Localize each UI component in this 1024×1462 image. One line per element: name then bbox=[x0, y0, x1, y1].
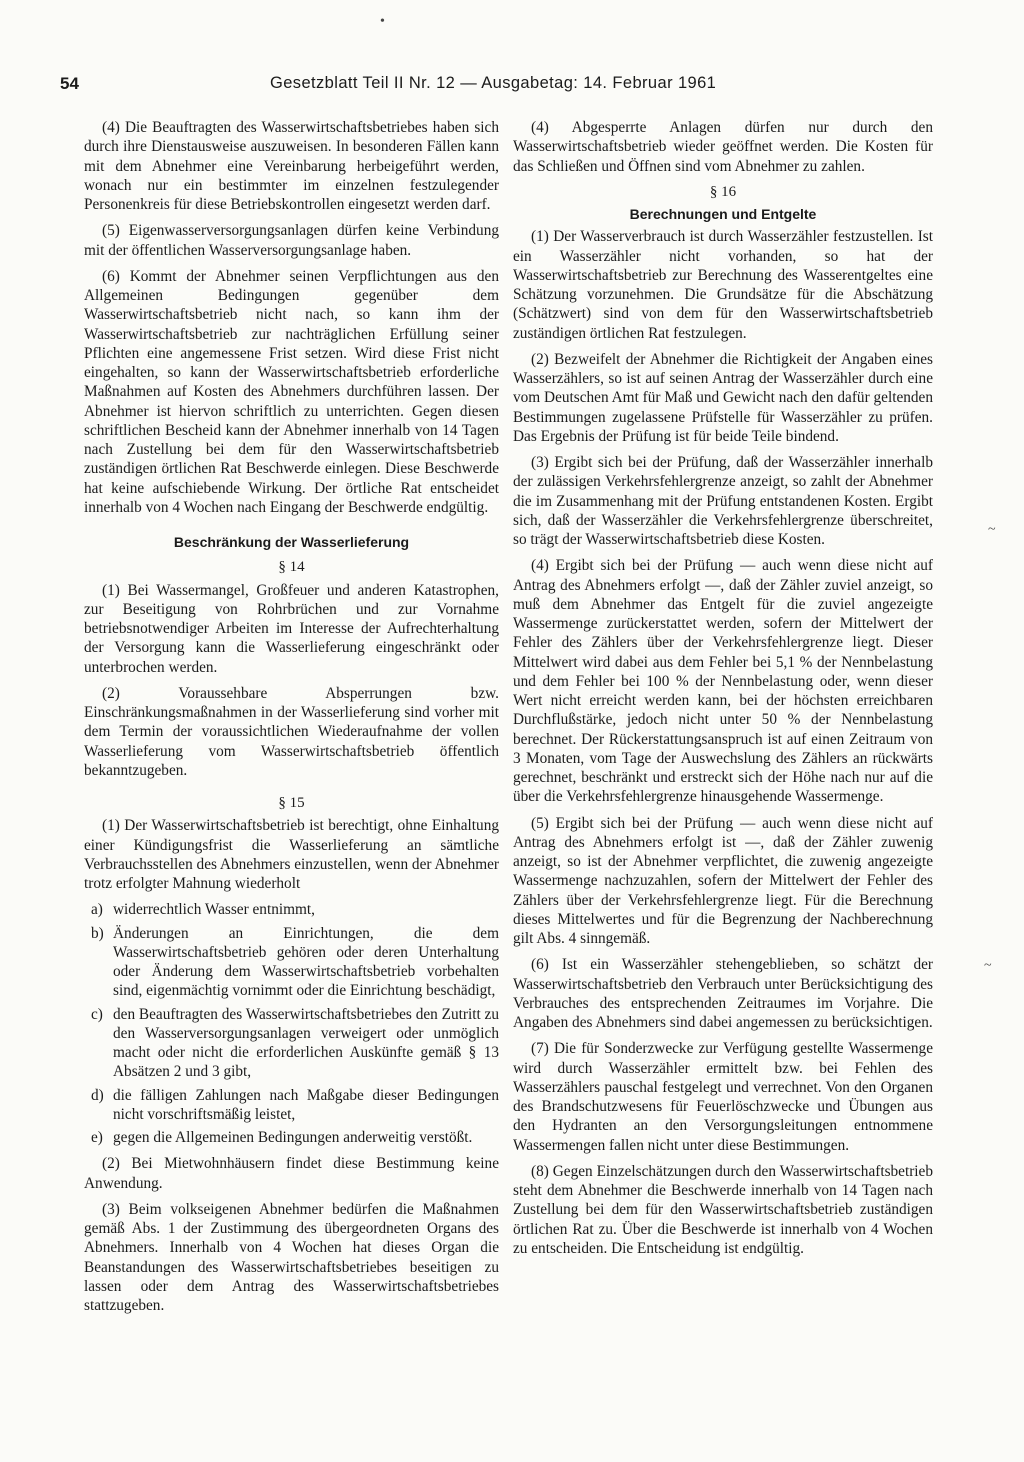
list-label: b) bbox=[91, 924, 104, 942]
margin-mark: ~ bbox=[988, 522, 996, 537]
left-column bbox=[84, 118, 499, 1322]
margin-mark: ~ bbox=[984, 958, 992, 973]
paragraph: (1) Der Wasserverbrauch ist durch Wasserzähler festzustellen. Ist ein Wasserzähler nicht vorhanden, so hat der Wasserwirtschaftsbetrieb zur Berechnung des Wasserentgeltes eine Schätzung vorzunehmen. Die Grundsätze für die Abschätzung (Schätzwert) sind von dem für den Wasserwirtschaftsbetrieb zuständigen örtlichen Rat festzulegen. bbox=[513, 228, 933, 342]
paragraph: (4) Ergibt sich bei der Prüfung — auch wenn diese nicht auf Antrag des Abnehmers erfolgt —, daß der Zähler zuviel anzeigt, so muß dem Abnehmer das Entgelt für die zuviel angezeigte Wassermenge zurückerstattet werden, sofern der Mittelwert der Fehler des Zählers über der Verkehrsfehlergrenze liegt. Dieser Mittelwert wird dabei aus dem Fehler bei 5,1 % der Nennbelastung und dem Fehler bei 100 % der Nennbelastung oder, wenn dieser Wert nicht erreicht werden kann, bei der höchsten erreichbaren Durchflußstärke, jedoch nicht unter 50 % der Nennbelastung berechnet. Der Rückerstattungsanspruch ist auf einen Zeitraum von 3 Monaten, vom Tage der Auswechslung des Zählers an rückwärts gerechnet, beschränkt und erstreckt sich der Höhe nach nur auf die über die Verkehrsfehlergrenze hinausgehende Wassermenge. bbox=[513, 557, 933, 806]
list-item bbox=[84, 1086, 499, 1125]
paragraph: (2) Bei Mietwohnhäusern findet diese Bestimmung keine Anwendung. bbox=[84, 1155, 499, 1192]
paragraph: (6) Ist ein Wasserzähler stehengeblieben, so schätzt der Wasserwirtschaftsbetrieb den Verbrauch unter Berücksichtigung des Verbrauches des entsprechenden Zeitraumes im Vorjahre. Die Angaben des Abnehmers sind dabei angemessen zu berücksichtigen. bbox=[513, 956, 933, 1031]
paragraph: (4) Abgesperrte Anlagen dürfen nur durch den Wasserwirtschaftsbetrieb wieder geöffnet werden. Die Kosten für das Schließen und Öffnen sind vom Abnehmer zu zahlen. bbox=[513, 119, 933, 175]
list-item bbox=[84, 1005, 499, 1082]
section-number: § 15 bbox=[278, 795, 305, 811]
paragraph: (5) Ergibt sich bei der Prüfung — auch wenn diese nicht auf Antrag des Abnehmers erfolgt ist —, daß der Zähler zuwenig anzeigt, so ist der Abnehmer verpflichtet, die zuwenig angezeigte Wassermenge nachzuzahlen, sofern der Mittelwert der Fehler des Zählers über der Verkehrsfehlergrenze liegt. Für die Berechnung dieses Mittelwertes und für die Begrenzung der Nachberechnung gilt Abs. 4 sinngemäß. bbox=[513, 814, 933, 947]
list-item bbox=[84, 900, 499, 919]
list-text: den Beauftragten des Wasserwirtschaftsbetriebes den Zutritt zu den Wasserversorgungsanlagen verweigert oder unmöglich macht oder nicht die erforderlichen Auskünfte gemäß § 13 Absätzen 2 und 3 gibt, bbox=[113, 1005, 499, 1081]
right-column bbox=[513, 118, 933, 1265]
paragraph: (7) Die für Sonderzwecke zur Verfügung gestellte Wassermenge wird durch Wasserzähler ermittelt bzw. bei Fehlen des Wasserzählers pauschal festgelegt und verrechnet. Von den Organen des Brandschutzwesens für Feuerlöschzwecke und Übungen aus den Hydranten an den Versorgungsleitungen entnommene Wassermengen fallen nicht unter diese Bestimmungen. bbox=[513, 1040, 933, 1154]
list-label: a) bbox=[91, 901, 103, 919]
page-header bbox=[60, 72, 950, 106]
page-number: 54 bbox=[60, 74, 79, 93]
list-text: die fälligen Zahlungen nach Maßgabe dieser Bedingungen nicht vorschriftsmäßig leistet, bbox=[113, 1086, 499, 1123]
list-text: Änderungen an Einrichtungen, die dem Wasserwirtschaftsbetrieb gehören oder deren Unterhaltung oder Änderung dem Wasserwirtschaftsbetrieb vorbehalten sind, eigenmächtig vornimmt oder die Einrichtung beschädigt, bbox=[113, 924, 499, 1000]
list-item bbox=[84, 1128, 499, 1147]
section-heading: Berechnungen und Entgelte bbox=[629, 206, 817, 222]
paragraph: (3) Beim volkseigenen Abnehmer bedürfen die Maßnahmen gemäß Abs. 1 der Zustimmung des übergeordneten Organs des Abnehmers. Innerhalb von 4 Wochen hat dieses Organ die Beanstandungen des Wasserwirtschaftsbetriebes beseitigen zu lassen oder dem Antrag des Wasserwirtschaftsbetriebes stattzugeben. bbox=[84, 1200, 499, 1314]
list-text: widerrechtlich Wasser entnimmt, bbox=[113, 901, 315, 919]
section-heading: Beschränkung der Wasserlieferung bbox=[173, 534, 410, 550]
enumeration-list bbox=[84, 900, 499, 1147]
list-label: e) bbox=[91, 1129, 103, 1146]
paragraph: (1) Bei Wassermangel, Großfeuer und anderen Katastrophen, zur Beseitigung von Rohrbrüchen und zur Vornahme betriebsnotwendiger Arbeiten im Interesse der Aufrechterhaltung der Versorgung kann die Wasserlieferung eingeschränkt oder unterbrochen werden. bbox=[84, 581, 499, 676]
list-item bbox=[84, 924, 499, 1001]
paragraph: (2) Voraussehbare Absperrungen bzw. Einschränkungsmaßnahmen in der Wasserlieferung sind vorher mit dem Termin der voraussichtlichen Wiederaufnahme der vollen Wasserlieferung vom Wasserwirtschaftsbetrieb öffentlich bekanntzugeben. bbox=[84, 684, 499, 779]
paragraph: (5) Eigenwasserversorgungsanlagen dürfen keine Verbindung mit der öffentlichen Wasserversorgungsanlage haben. bbox=[84, 222, 499, 259]
paragraph: (4) Die Beauftragten des Wasserwirtschaftsbetriebes haben sich durch ihre Dienstausweise auszuweisen. In besonderen Fällen kann mit dem Abnehmer eine Vereinbarung herbeigeführt werden, wonach nur ein bestimmter im einzelnen festzulegender Personenkreis für diese Betriebskontrollen eingesetzt werden darf. bbox=[84, 119, 499, 213]
list-label: d) bbox=[91, 1086, 104, 1104]
scan-dot: • bbox=[380, 14, 385, 29]
section-number: § 14 bbox=[278, 559, 305, 576]
paragraph: (1) Der Wasserwirtschaftsbetrieb ist berechtigt, ohne Einhaltung einer Kündigungsfrist die Wasserlieferung an sämtliche Verbrauchsstellen des Abnehmers einzustellen, wenn der Abnehmer trotz erfolgter Mahnung wiederholt bbox=[84, 817, 500, 892]
running-title: Gesetzblatt Teil II Nr. 12 — Ausgabetag: 14. Februar 1961 bbox=[270, 74, 717, 92]
paragraph: (2) Bezweifelt der Abnehmer die Richtigkeit der Angaben eines Wasserzählers, so ist auf seinen Antrag der Wasserzähler durch eine vom Deutschen Amt für Maß und Gewicht nach den dafür geltenden Bestimmungen zugelassene Prüfstelle für Wasserzähler zu prüfen. Das Ergebnis der Prüfung ist für beide Teile bindend. bbox=[513, 350, 933, 445]
paragraph: (8) Gegen Einzelschätzungen durch den Wasserwirtschaftsbetrieb steht dem Abnehmer die Beschwerde innerhalb von 14 Tagen nach Zustellung bei dem für den Wasserwirtschaftsbetrieb zuständigen örtlichen Rat zu. Über die Beschwerde ist innerhalb von 4 Wochen zu entscheiden. Die Entscheidung ist endgültig. bbox=[513, 1162, 933, 1257]
paragraph: (6) Kommt der Abnehmer seinen Verpflichtungen aus den Allgemeinen Bedingungen gegenüber dem Wasserwirtschaftsbetrieb nicht nach, so kann ihm der Wasserwirtschaftsbetrieb zur nachträglichen Erfüllung seiner Pflichten eine angemessene Frist setzen. Wird diese Frist nicht eingehalten, so kann der Wasserwirtschaftsbetrieb erforderliche Maßnahmen auf Kosten des Abnehmers durchführen lassen. Der Abnehmer ist hiervon schriftlich zu unterrichten. Gegen diesen schriftlichen Bescheid kann der Abnehmer innerhalb von 14 Tagen nach Zustellung bei dem für den Wasserwirtschaftsbetrieb zuständigen örtlichen Rat Beschwerde einlegen. Diese Beschwerde hat keine aufschiebende Wirkung. Der örtliche Rat entscheidet innerhalb von 4 Wochen nach Eingang der Beschwerde endgültig. bbox=[84, 267, 499, 516]
list-label: c) bbox=[91, 1005, 103, 1023]
section-number: § 16 bbox=[709, 183, 737, 200]
paragraph: (3) Ergibt sich bei der Prüfung, daß der Wasserzähler innerhalb der zulässigen Verkehrsfehlergrenze anzeigt, so zahlt der Abnehmer die im Zusammenhang mit der Prüfung entstandenen Kosten. Ergibt sich, daß der Wasserzähler die Verkehrsfehlergrenze überschreitet, so trägt der Wasserwirtschaftsbetrieb diese Kosten. bbox=[513, 454, 933, 548]
list-text: gegen die Allgemeinen Bedingungen anderweitig verstößt. bbox=[113, 1129, 473, 1146]
